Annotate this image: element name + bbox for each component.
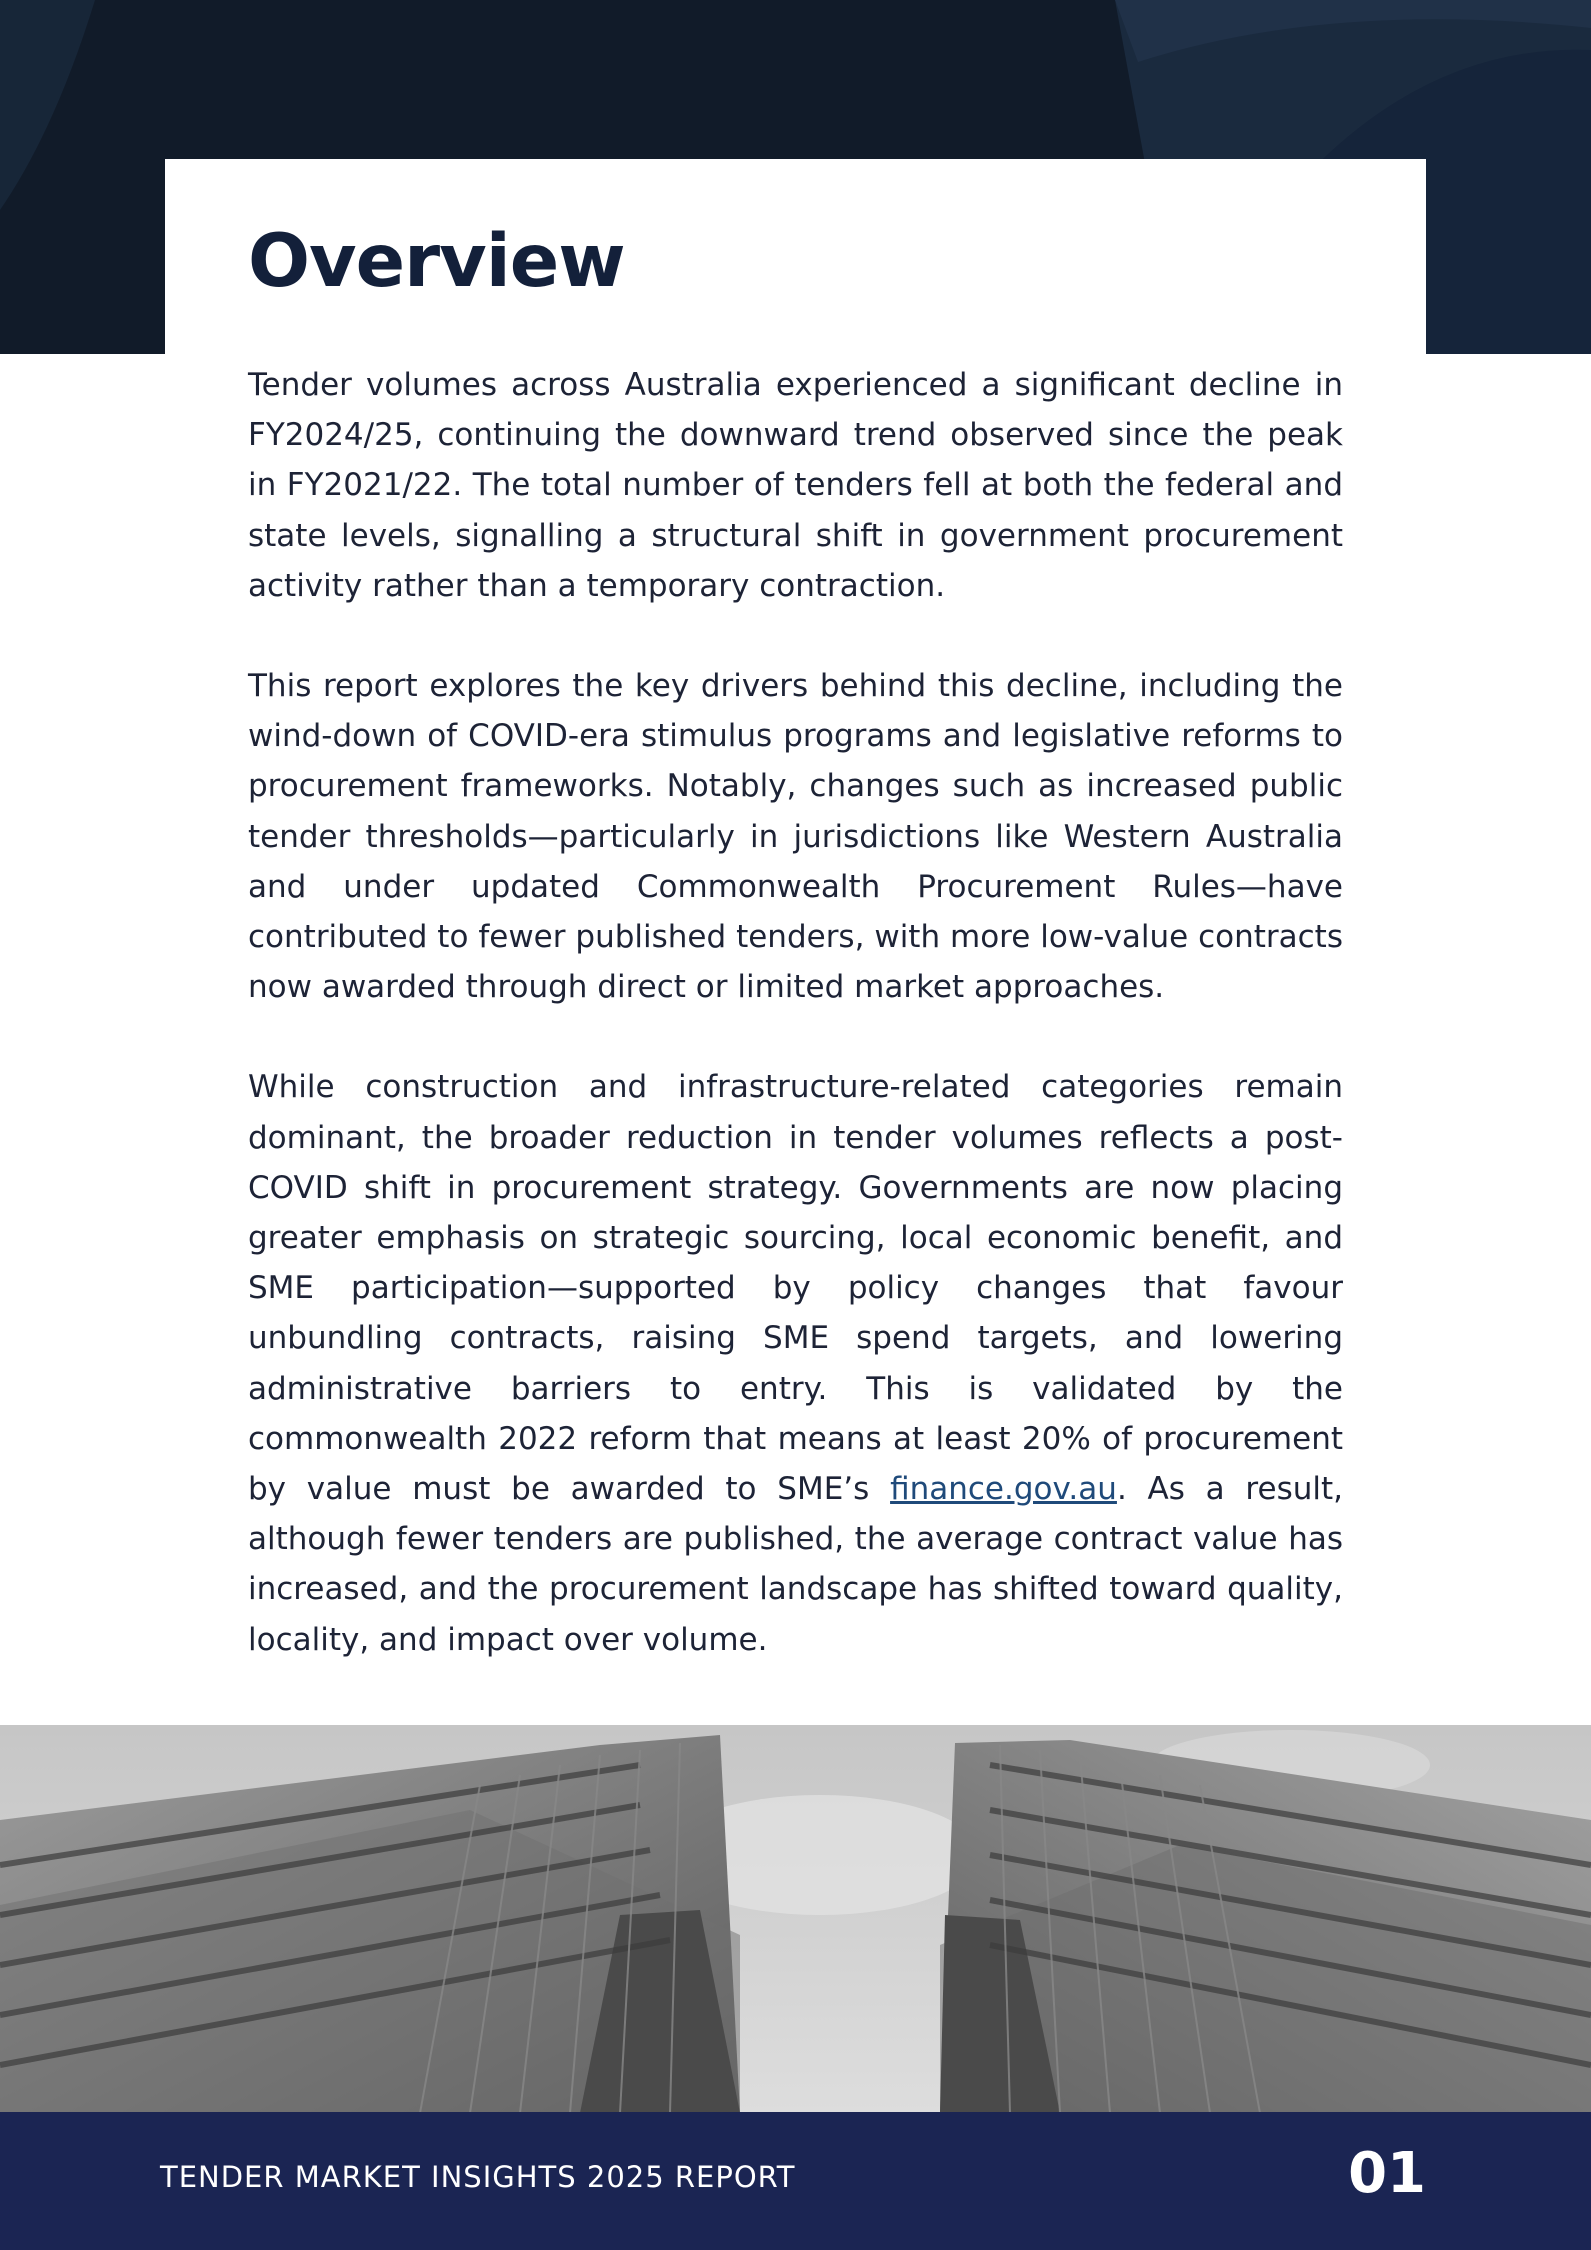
report-title: TENDER MARKET INSIGHTS 2025 REPORT — [160, 2160, 796, 2194]
page-number: 01 — [1348, 2141, 1426, 2206]
paragraph-3-text-before-link: While construction and infrastructure-related categories remain dominant, the broader reduction in tender volumes reflects a post-COVID shift in procurement strategy. Governments are now placing greater emphasis on strategic sourcing, local economic benefit, and SME participation—supported by policy changes that favour unbundling contracts, raising SME spend targets, and lowering administrative barriers to entry. This is validated by the commonwealth 2022 reform that means at least 20% of procurement by value must be awarded to SME’s — [248, 1069, 1343, 1508]
paragraph-3 — [248, 1062, 1343, 1664]
buildings-photo — [0, 1725, 1591, 2113]
finance-gov-link[interactable]: finance.gov.au — [890, 1471, 1117, 1508]
paragraph-1: Tender volumes across Australia experienced a significant decline in FY2024/25, continuing the downward trend observed since the peak in FY2021/22. The total number of tenders fell at both the federal and state levels, signalling a structural shift in government procurement activity rather than a temporary contraction. — [248, 367, 1343, 604]
buildings-illustration — [0, 1725, 1591, 2113]
body-text — [248, 360, 1343, 1715]
paragraph-2: This report explores the key drivers behind this decline, including the wind-down of COVID-era stimulus programs and legislative reforms to procurement frameworks. Notably, changes such as increased public tender thresholds—particularly in jurisdictions like Western Australia and under updated Commonwealth Procurement Rules—have contributed to fewer published tenders, with more low-value contracts now awarded through direct or limited market approaches. — [248, 668, 1343, 1006]
page-title: Overview — [248, 219, 625, 304]
paragraph-3-text-after-link: . As a result, although fewer tenders are published, the average contract value has increased, and the procurement landscape has shifted toward quality, locality, and impact over volume. — [248, 1471, 1343, 1658]
